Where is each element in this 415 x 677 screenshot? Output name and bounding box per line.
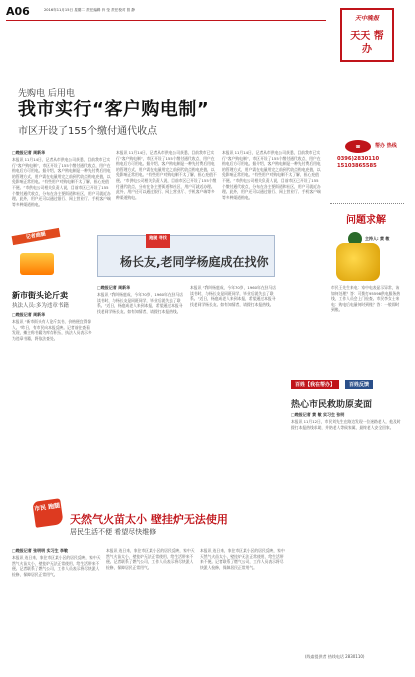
right-band-b: 百姓反馈 — [345, 380, 373, 389]
lead-body-col-1: 本报讯 11月14日，记者从市供电公司获悉，目前我市已实行“客户购电制”，市区开设了155个缴付通代收点，用户在购电后方可用电。据介绍，客户购电制是一种先付费后用电的管理方式，用户需在电量用完之前到代收点购电充值，以免影响正常用电。“有些用户对购电制不太了解，担心充值不便。”市供电公司相关负责人说，目前市区已开设了155个缴付通代收点，分布在各主要街道和社区，用户可就近办理。此外，用户还可以通过银行、网上营业厅、手机客户端等多种渠道购电。 — [12, 157, 111, 207]
middle-body-col-1: 本报讯 “我叫杨庭成，今年70岁，1960年在驻马店读书时，与杨长友是同班同学，毕业后就失去了联系。”近日，杨庭成老人来到本报，希望通过本报寻找老同学杨长友。如有知情者，请拨打本报热线。 — [97, 292, 183, 314]
logo-top-text: 天中晚报 — [345, 13, 389, 24]
lower-body-col-3: 本报讯 连日来，家住市区某小区的居民反映，家中天然气火苗太小，壁挂炉无法正常使用，给生活带来不便。记者联系了燃气公司，工作人员表示将尽快派人检修，保障居民正常用气。 — [200, 548, 285, 570]
phone-icon: ☎ — [345, 140, 371, 153]
left-brief-tag: 记者跑腿 — [12, 228, 61, 245]
lead-body-col-2: 本报讯 11月14日，记者从市供电公司获悉，目前我市已实行“客户购电制”，市区开设了155个缴付通代收点，用户在购电后方可用电。据介绍，客户购电制是一种先付费后用电的管理方式，用户需在电量用完之前到代收点购电充值，以免影响正常用电。“有些用户对购电制不太了解，担心充值不便。”市供电公司相关负责人说，目前市区已开设了155个缴付通代收点，分布在各主要街道和社区，用户可就近办理。此外，用户还可以通过银行、网上营业厅、手机客户端等多种渠道购电。 — [116, 150, 217, 200]
banner-headline: 杨长友,老同学杨庭成在找你 — [120, 255, 269, 269]
brief-photo — [20, 253, 54, 275]
lead-byline: □晚报记者 周新华 — [12, 150, 46, 155]
lower-subhead: 居民生活不便 希望尽快维修 — [70, 528, 157, 536]
hotline-number-2: 15103865585 — [337, 163, 377, 169]
hotline-block — [337, 140, 397, 170]
middle-body-col-2: 本报讯 “我叫杨庭成，今年70岁，1960年在驻马店读书时，与杨长友是同班同学，毕业后就失去了联系。”近日，杨庭成老人来到本报，希望通过本报寻找老同学杨长友。如有知情者，请拨打本报热线。 — [190, 285, 277, 307]
faq-title: 问题求解 — [346, 215, 386, 226]
lead-kicker: 先购电 后用电 — [18, 89, 75, 99]
date-line: 2016年11月15日 星期二 责任编辑 肖 莹 责任校对 曾 静 — [44, 8, 135, 12]
header-rule — [6, 20, 326, 21]
coin-photo — [336, 243, 380, 281]
lower-headline: 天然气火苗太小 壁挂炉无法使用 — [70, 513, 228, 526]
lead-subhead: 市区开设了155个缴付通代收点 — [18, 126, 158, 137]
hotline-number-1: 0396)2830110 — [337, 156, 380, 162]
page-number: A06 — [6, 5, 30, 18]
lower-body-col-1: 本报讯 连日来，家住市区某小区的居民反映，家中天然气火苗太小，壁挂炉无法正常使用，给生活带来不便。记者联系了燃气公司，工作人员表示将尽快派人检修，保障居民正常用气。 — [12, 555, 101, 577]
left-brief-body: 本报讯 “新市街头有人论斤卖书，价格便宜得惊人。”昨日，有市民向本报反映。记者前往查看发现，摊主称书籍为库存积压，执法人员表示多为违章书籍，将依法查处。 — [12, 319, 92, 341]
hotline-label: 帮办 热线 — [375, 143, 397, 149]
left-brief-headline: 新市街头论斤卖 — [12, 291, 68, 300]
left-brief-subhead: 执法人员:多为违章书籍 — [12, 303, 69, 309]
lower-story-blob: 市民 跑腿 — [32, 498, 63, 528]
lower-byline: □晚报记者 张明明 实习生 李敏 — [12, 548, 68, 553]
logo-main-text: 天天 帮办 — [350, 31, 384, 55]
right-headline: 热心市民救助原麦面 — [291, 400, 373, 410]
faq-byline: 主持人: 黄 敏 — [365, 236, 390, 241]
faq-body: 市民王先生来电：家中电表显示异常，该如何处理？答：可拨打95598供电服务热线，工作人员会上门检查。市民李女士来电：购电后电量何时到账？答：一般即时到账。 — [331, 285, 401, 313]
right-byline: □晚报记者 黄 敏 实习生 张明 — [291, 412, 345, 417]
find-person-banner — [97, 235, 275, 277]
middle-byline: □晚报记者 周新华 — [97, 285, 131, 290]
left-brief-byline: □晚报记者 周新华 — [12, 312, 46, 317]
lead-body-col-3: 本报讯 11月14日，记者从市供电公司获悉，目前我市已实行“客户购电制”，市区开设了155个缴付通代收点，用户在购电后方可用电。据介绍，客户购电制是一种先付费后用电的管理方式，用户需在电量用完之前到代收点购电充值，以免影响正常用电。“有些用户对购电制不太了解，担心充值不便。”市供电公司相关负责人说，目前市区已开设了155个缴付通代收点，分布在各主要街道和社区，用户可就近办理。此外，用户还可以通过银行、网上营业厅、手机客户端等多种渠道购电。 — [222, 150, 321, 200]
lead-headline: 我市实行“客户购电制” — [18, 99, 210, 120]
right-body: 本报讯 11月12日，市民刘先生在路边发现一位迷路老人，他及时拨打本报热线求助，并陪老人等候家属，最终老人安全回家。 — [291, 419, 401, 430]
sidebar-divider — [330, 203, 404, 204]
bottom-note: (线索提供者 热线电话 2830110) — [305, 654, 365, 659]
lower-body-col-2: 本报讯 连日来，家住市区某小区的居民反映，家中天然气火苗太小，壁挂炉无法正常使用，给生活带来不便。记者联系了燃气公司，工作人员表示将尽快派人检修，保障居民正常用气。 — [106, 548, 195, 570]
banner-ribbon: 跑腿 寻找 — [146, 234, 170, 248]
right-band-a: 百姓【我在帮办】 — [291, 380, 339, 389]
column-logo — [340, 8, 394, 62]
